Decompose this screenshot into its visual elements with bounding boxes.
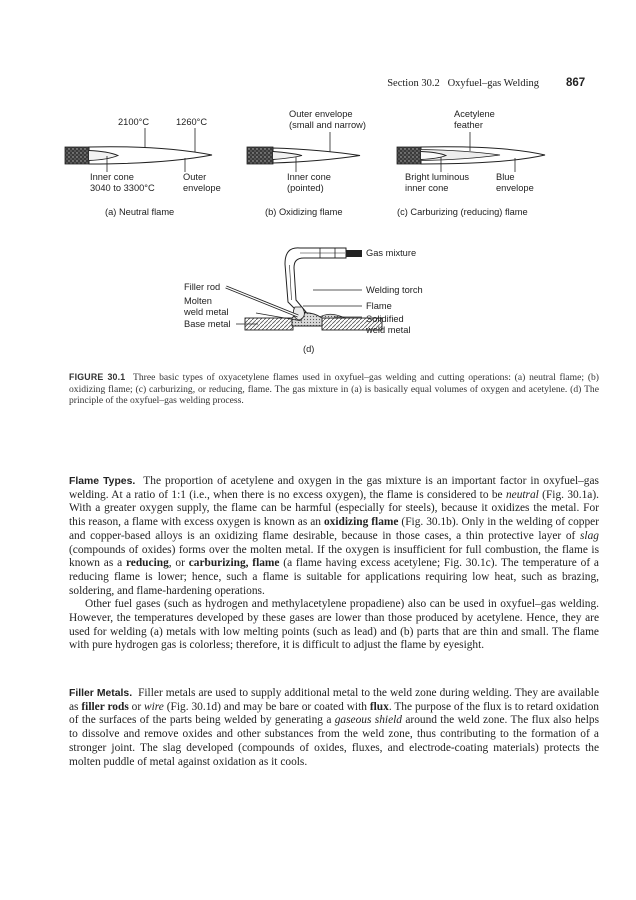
paragraph-flame-types-1: Flame Types. The proportion of acetylene and oxygen in the gas mixture is an important factor in oxyfuel–gas welding. At a ratio of 1:1 (i.e., when there is no excess oxygen), the flame is considered to be neutral (Fig. 30.1a). With a greater oxygen supply, the flame can be harmful (especially for steels), because it oxidizes the metal. For this reason, a flame with excess oxygen is known as an oxidizing flame (Fig. 30.1b). Only in the welding of copper and copper-based alloys is an oxidizing flame desirable, because in those cases, a thin protective layer of slag (compounds of oxides) forms over the molten metal. If the oxygen is insufficient for full combustion, the flame is known as a reducing, or carburizing, flame (a flame having excess acetylene; Fig. 30.1c). The temperature of a reducing flame is lower; hence, such a flame is suitable for applications requiring low heat, such as brazing, soldering, and flame-hardening operations. (69, 475, 599, 597)
oxidizing-flame-diagram (247, 132, 360, 172)
carburizing-flame-diagram (397, 132, 545, 172)
label-blue-envelope: Blue envelope (496, 172, 534, 193)
figure-30-1 (0, 0, 636, 380)
paragraph-flame-types-2: Other fuel gases (such as hydrogen and methylacetylene propadiene) also can be used in oxyfuel–gas welding. However, the temperatures developed by these gases are lower than those produced by acetylene. Hence, they are used for welding (a) metals with low melting points (such as lead) and (b) parts that are thin and small. The flame with pure hydrogen gas is colorless; therefore, it is difficult to adjust the flame by eyesight. (69, 598, 599, 652)
label-filler-rod: Filler rod (184, 282, 221, 292)
label-gas-mixture: Gas mixture (366, 248, 417, 258)
figure-label: FIGURE 30.1 (69, 372, 126, 382)
label-inner-cone-a: Inner cone 3040 to 3300°C (90, 172, 155, 193)
running-head-section: Section 30.2 Oxyfuel–gas Welding (387, 78, 539, 89)
label-molten-weld-metal: Molten weld metal (184, 296, 229, 317)
label-outer-envelope-b: Outer envelope (small and narrow) (289, 109, 366, 130)
label-bright-inner-cone: Bright luminous inner cone (405, 172, 470, 193)
label-welding-torch: Welding torch (366, 285, 423, 295)
label-1260c: 1260°C (176, 117, 208, 127)
section-flame-types (69, 475, 599, 653)
page-number: 867 (566, 77, 586, 89)
label-inner-cone-b: Inner cone (pointed) (287, 172, 331, 193)
label-outer-envelope-a: Outer envelope (183, 172, 221, 193)
label-2100c: 2100°C (118, 117, 150, 127)
caption-oxidizing-flame: (b) Oxidizing flame (265, 207, 343, 217)
label-solidified-weld-metal: Solidified weld metal (366, 314, 411, 335)
caption-panel-d: (d) (303, 344, 315, 354)
label-base-metal: Base metal (184, 319, 231, 329)
heading-flame-types: Flame Types. (69, 476, 136, 487)
neutral-flame-diagram (65, 128, 212, 172)
caption-neutral-flame: (a) Neutral flame (105, 207, 175, 217)
figure-caption-text: Three basic types of oxyacetylene flames used in oxyfuel–gas welding and cutting operations: (a) neutral flame; (b) oxidizing flame; (c) carburizing, or reducing, flame. The gas mixture in (a) is basically equal volumes of oxygen and acetylene. (d) The principle of the oxyfuel–gas welding process. (69, 372, 600, 407)
section-filler-metals: Filler Metals. Filler metals are used to supply additional metal to the weld zone during welding. They are available as filler rods or wire (Fig. 30.1d) and may be bare or coated with flux. The purpose of the flux is to retard oxidation of the surfaces of the parts being welded by generating a gaseous shield around the weld zone. The flux also helps to dissolve and remove oxides and other substances from the weld zone, thus contributing to the formation of a stronger joint. The slag developed (compounds of oxides, fluxes, and electrode-coating materials) protects the molten puddle of metal against oxidation as it cools. (69, 687, 600, 768)
figure-caption (69, 372, 599, 407)
label-acetylene-feather: Acetylene feather (454, 109, 495, 130)
heading-filler-metals: Filler Metals. (69, 688, 133, 699)
welding-process-diagram (226, 248, 382, 330)
caption-carburizing-flame: (c) Carburizing (reducing) flame (397, 207, 528, 217)
label-flame: Flame (366, 301, 392, 311)
